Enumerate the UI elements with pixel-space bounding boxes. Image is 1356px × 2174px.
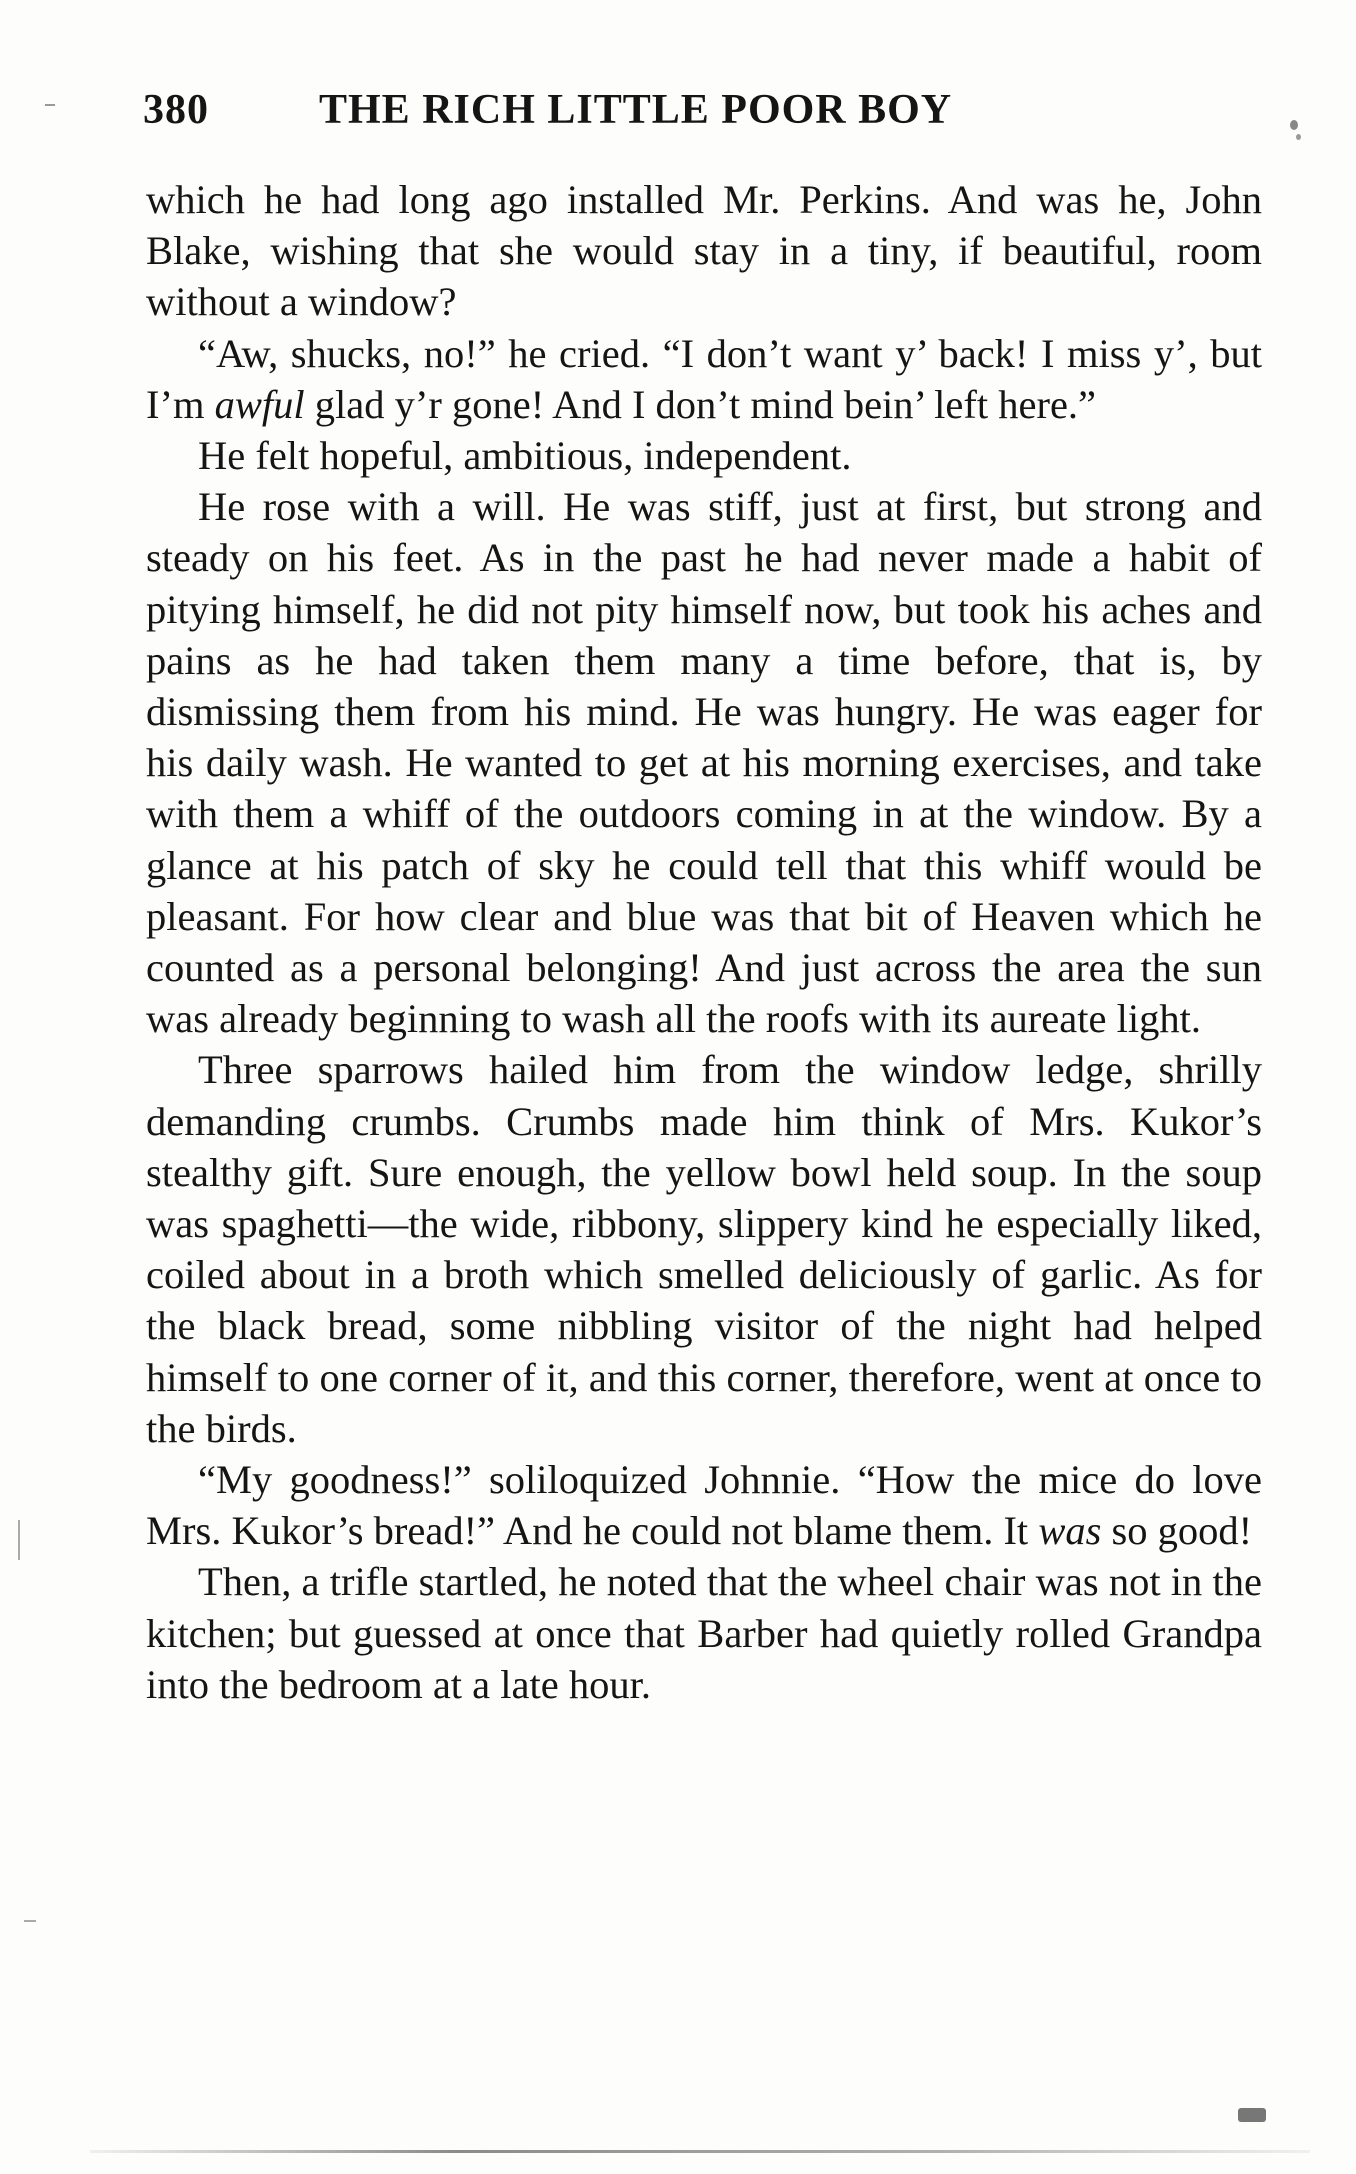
paragraph [146,174,1262,328]
scan-speck [1238,2108,1266,2122]
scan-speck [1296,134,1301,140]
text-run: which he had long ago installed Mr. Perkins. And was he, John Blake, wishing that she would stay in a tiny, if beautiful, room without a window? [146,177,1262,325]
paragraph [146,1044,1262,1454]
running-title: THE RICH LITTLE POOR BOY [319,87,953,133]
text-run: Then, a trifle startled, he noted that the wheel chair was not in the kitchen; but guessed at once that Barber had quietly rolled Grandpa into the bedroom at a late hour. [146,1559,1262,1707]
text-run: glad y’r gone! And I don’t mind bein’ left here.” [304,381,1097,427]
paragraph [146,430,1262,481]
paragraph [146,481,1262,1044]
paragraph [146,328,1262,430]
text-run: “Aw, shucks, no!” he cried. “I don’t want y’ back! I miss y’, but I’m [146,330,1262,427]
bottom-scan-edge [90,2150,1310,2153]
body-text [146,174,1262,1710]
text-run: Three sparrows hailed him from the window ledge, shrilly demanding crumbs. Crumbs made him think of Mrs. Kukor’s stealthy gift. Sure enough, the yellow bowl held soup. In the soup was spaghetti—the wide, ribbony, slippery kind he especially liked, coiled about in a broth which smelled deliciously of garlic. As for the black bread, some nibbling visitor of the night had helped himself to one corner of it, and this corner, therefore, went at once to the birds. [146,1047,1262,1451]
scan-speck [18,1520,20,1560]
scan-speck [24,1920,36,1922]
paragraph [146,1454,1262,1556]
text-run: He rose with a will. He was stiff, just at first, but strong and steady on his feet. As in the past he had never made a habit of pitying himself, he did not pity himself now, but took his aches and pains as he had taken them many a time before, that is, by dismissing them from his mind. He was hungry. He was eager for his daily wash. He wanted to get at his morning exercises, and take with them a whiff of the outdoors coming in at the window. By a glance at his patch of sky he could tell that this whiff would be pleasant. For how clear and blue was that bit of Heaven which he counted as a personal belonging! And just across the area the sun was already beginning to wash all the roofs with its aureate light. [146,484,1262,1042]
text-run: “My goodness!” soliloquized Johnnie. “How the mice do love Mrs. Kukor’s bread!” And he could not blame them. It [146,1457,1262,1554]
emphasis: was [1038,1508,1102,1554]
emphasis: awful [214,381,305,427]
scan-speck [1290,120,1298,130]
page-number: 380 [143,87,209,133]
paragraph [146,1556,1262,1710]
running-header [143,86,1263,146]
scan-speck [45,104,55,106]
text-run: He felt hopeful, ambitious, independent. [198,433,852,479]
text-run: so good! [1101,1508,1253,1554]
